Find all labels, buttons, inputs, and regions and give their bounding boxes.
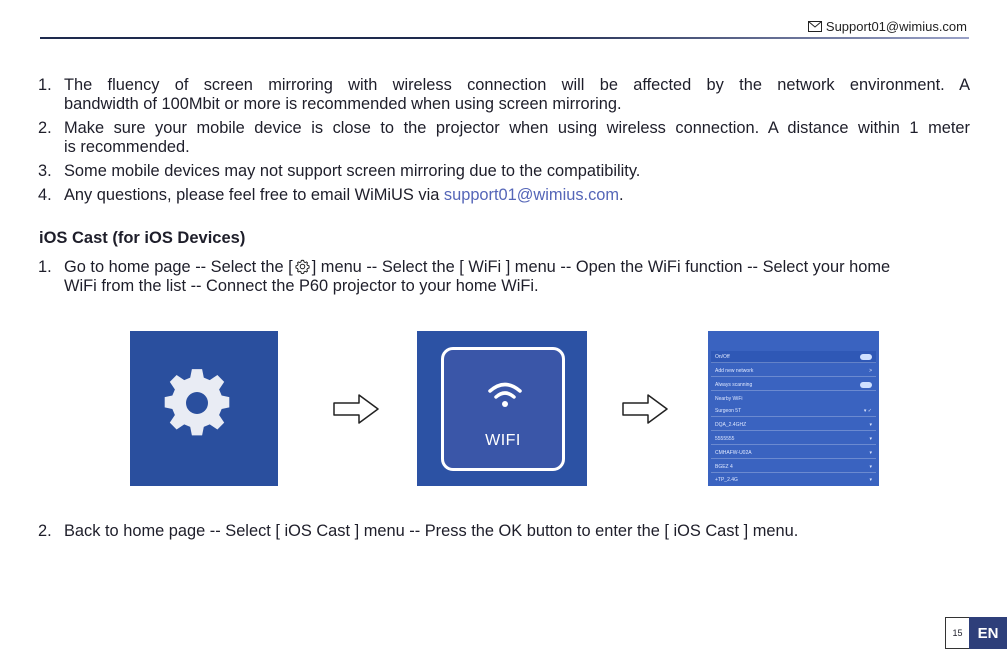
note-line: bandwidth of 100Mbit or more is recommended when using screen mirroring. [64, 95, 622, 113]
header-divider [40, 37, 969, 39]
note-line: is recommended. [64, 138, 190, 156]
language-badge: EN [969, 617, 1007, 649]
note-number: 4. [38, 186, 52, 204]
toggle-icon [860, 354, 872, 360]
wifi-lock-icon: ▾ [869, 463, 872, 470]
toggle-icon [860, 382, 872, 388]
note-text [64, 76, 970, 114]
wifi-list-image [708, 331, 879, 486]
list-row-label: Surgeon 5T [715, 407, 742, 414]
step-text: Back to home page -- Select [ iOS Cast ] menu -- Press the OK button to enter the [ iOS Cast ] menu. [64, 522, 799, 540]
list-row-label: 5555555 [715, 435, 735, 442]
list-row-label: +TP_2.4G [715, 477, 738, 483]
note-item [38, 162, 970, 181]
wifi-check-icon: ▾ ✓ [863, 407, 872, 414]
list-row-network [711, 419, 876, 431]
note-item [38, 119, 970, 157]
list-row-add-network [711, 365, 876, 377]
step-text [64, 258, 970, 296]
list-row-scanning [711, 379, 876, 391]
list-row-network [711, 433, 876, 445]
gear-icon [294, 258, 311, 275]
support-email-link[interactable]: support01@wimius.com [443, 186, 620, 204]
wifi-lock-icon: ▾ [869, 449, 872, 456]
notes-list [38, 76, 970, 210]
note-number: 3. [38, 162, 52, 180]
section-title: iOS Cast (for iOS Devices) [39, 229, 246, 247]
note-number: 2. [38, 119, 52, 137]
list-row-network [711, 474, 876, 486]
note-line: The fluency of screen mirroring with wireless connection will be affected by the network environment. A [64, 76, 970, 94]
step-item [38, 522, 970, 541]
wifi-lock-icon: ▾ [869, 477, 872, 483]
header-email [808, 19, 967, 34]
step-line: WiFi from the list -- Connect the P60 projector to your home WiFi. [64, 277, 539, 295]
step-after-icon: ] menu -- Select the [ WiFi ] menu -- Open the WiFi function -- Select your home [311, 258, 891, 276]
list-row-nearby [711, 393, 876, 405]
arrow-right-icon [333, 393, 379, 425]
step-before-icon: Go to home page -- Select the [ [64, 258, 293, 276]
list-row-label: On/Off [715, 353, 730, 360]
list-row-label: Nearby WiFi [715, 396, 743, 402]
step-line [64, 258, 970, 277]
wifi-lock-icon: ▾ [869, 435, 872, 442]
wifi-menu-tile [441, 347, 565, 471]
list-row-label: DQA_2.4GHZ [715, 421, 747, 428]
step-item [38, 258, 970, 296]
step-number: 1. [38, 258, 52, 276]
note-number: 1. [38, 76, 52, 94]
list-row-network [711, 447, 876, 459]
note-text [64, 186, 970, 205]
note-line: Make sure your mobile device is close to the projector when using wireless connection. A distance within 1 meter [64, 119, 970, 137]
envelope-icon [808, 21, 822, 32]
list-row-network [711, 405, 876, 417]
settings-gear-icon [130, 331, 278, 486]
page-number: 15 [945, 617, 969, 649]
wifi-label: WIFI [485, 432, 521, 449]
header-email-text: Support01@wimius.com [825, 19, 967, 34]
list-row-label: Always scanning [715, 381, 753, 388]
arrow-right-icon [622, 393, 668, 425]
note-prefix: Any questions, please feel free to email WiMiUS via [64, 186, 444, 204]
list-row-label: Add new network [715, 367, 754, 374]
list-row-label: BGEZ 4 [715, 463, 733, 470]
note-text: Some mobile devices may not support screen mirroring due to the compatibility. [64, 162, 641, 180]
steps-list [38, 258, 970, 301]
chevron-right-icon: > [869, 367, 872, 374]
settings-image [130, 331, 278, 486]
note-item [38, 186, 970, 205]
note-item [38, 76, 970, 114]
wifi-icon [488, 380, 522, 410]
wifi-lock-icon: ▾ [869, 421, 872, 428]
step-number: 2. [38, 522, 52, 540]
wifi-image [417, 331, 587, 486]
list-row-label: CMHAFW-U02A [715, 449, 752, 456]
note-text [64, 119, 970, 157]
list-row-network [711, 461, 876, 473]
note-suffix: . [619, 186, 624, 204]
list-row-onoff [711, 351, 876, 363]
